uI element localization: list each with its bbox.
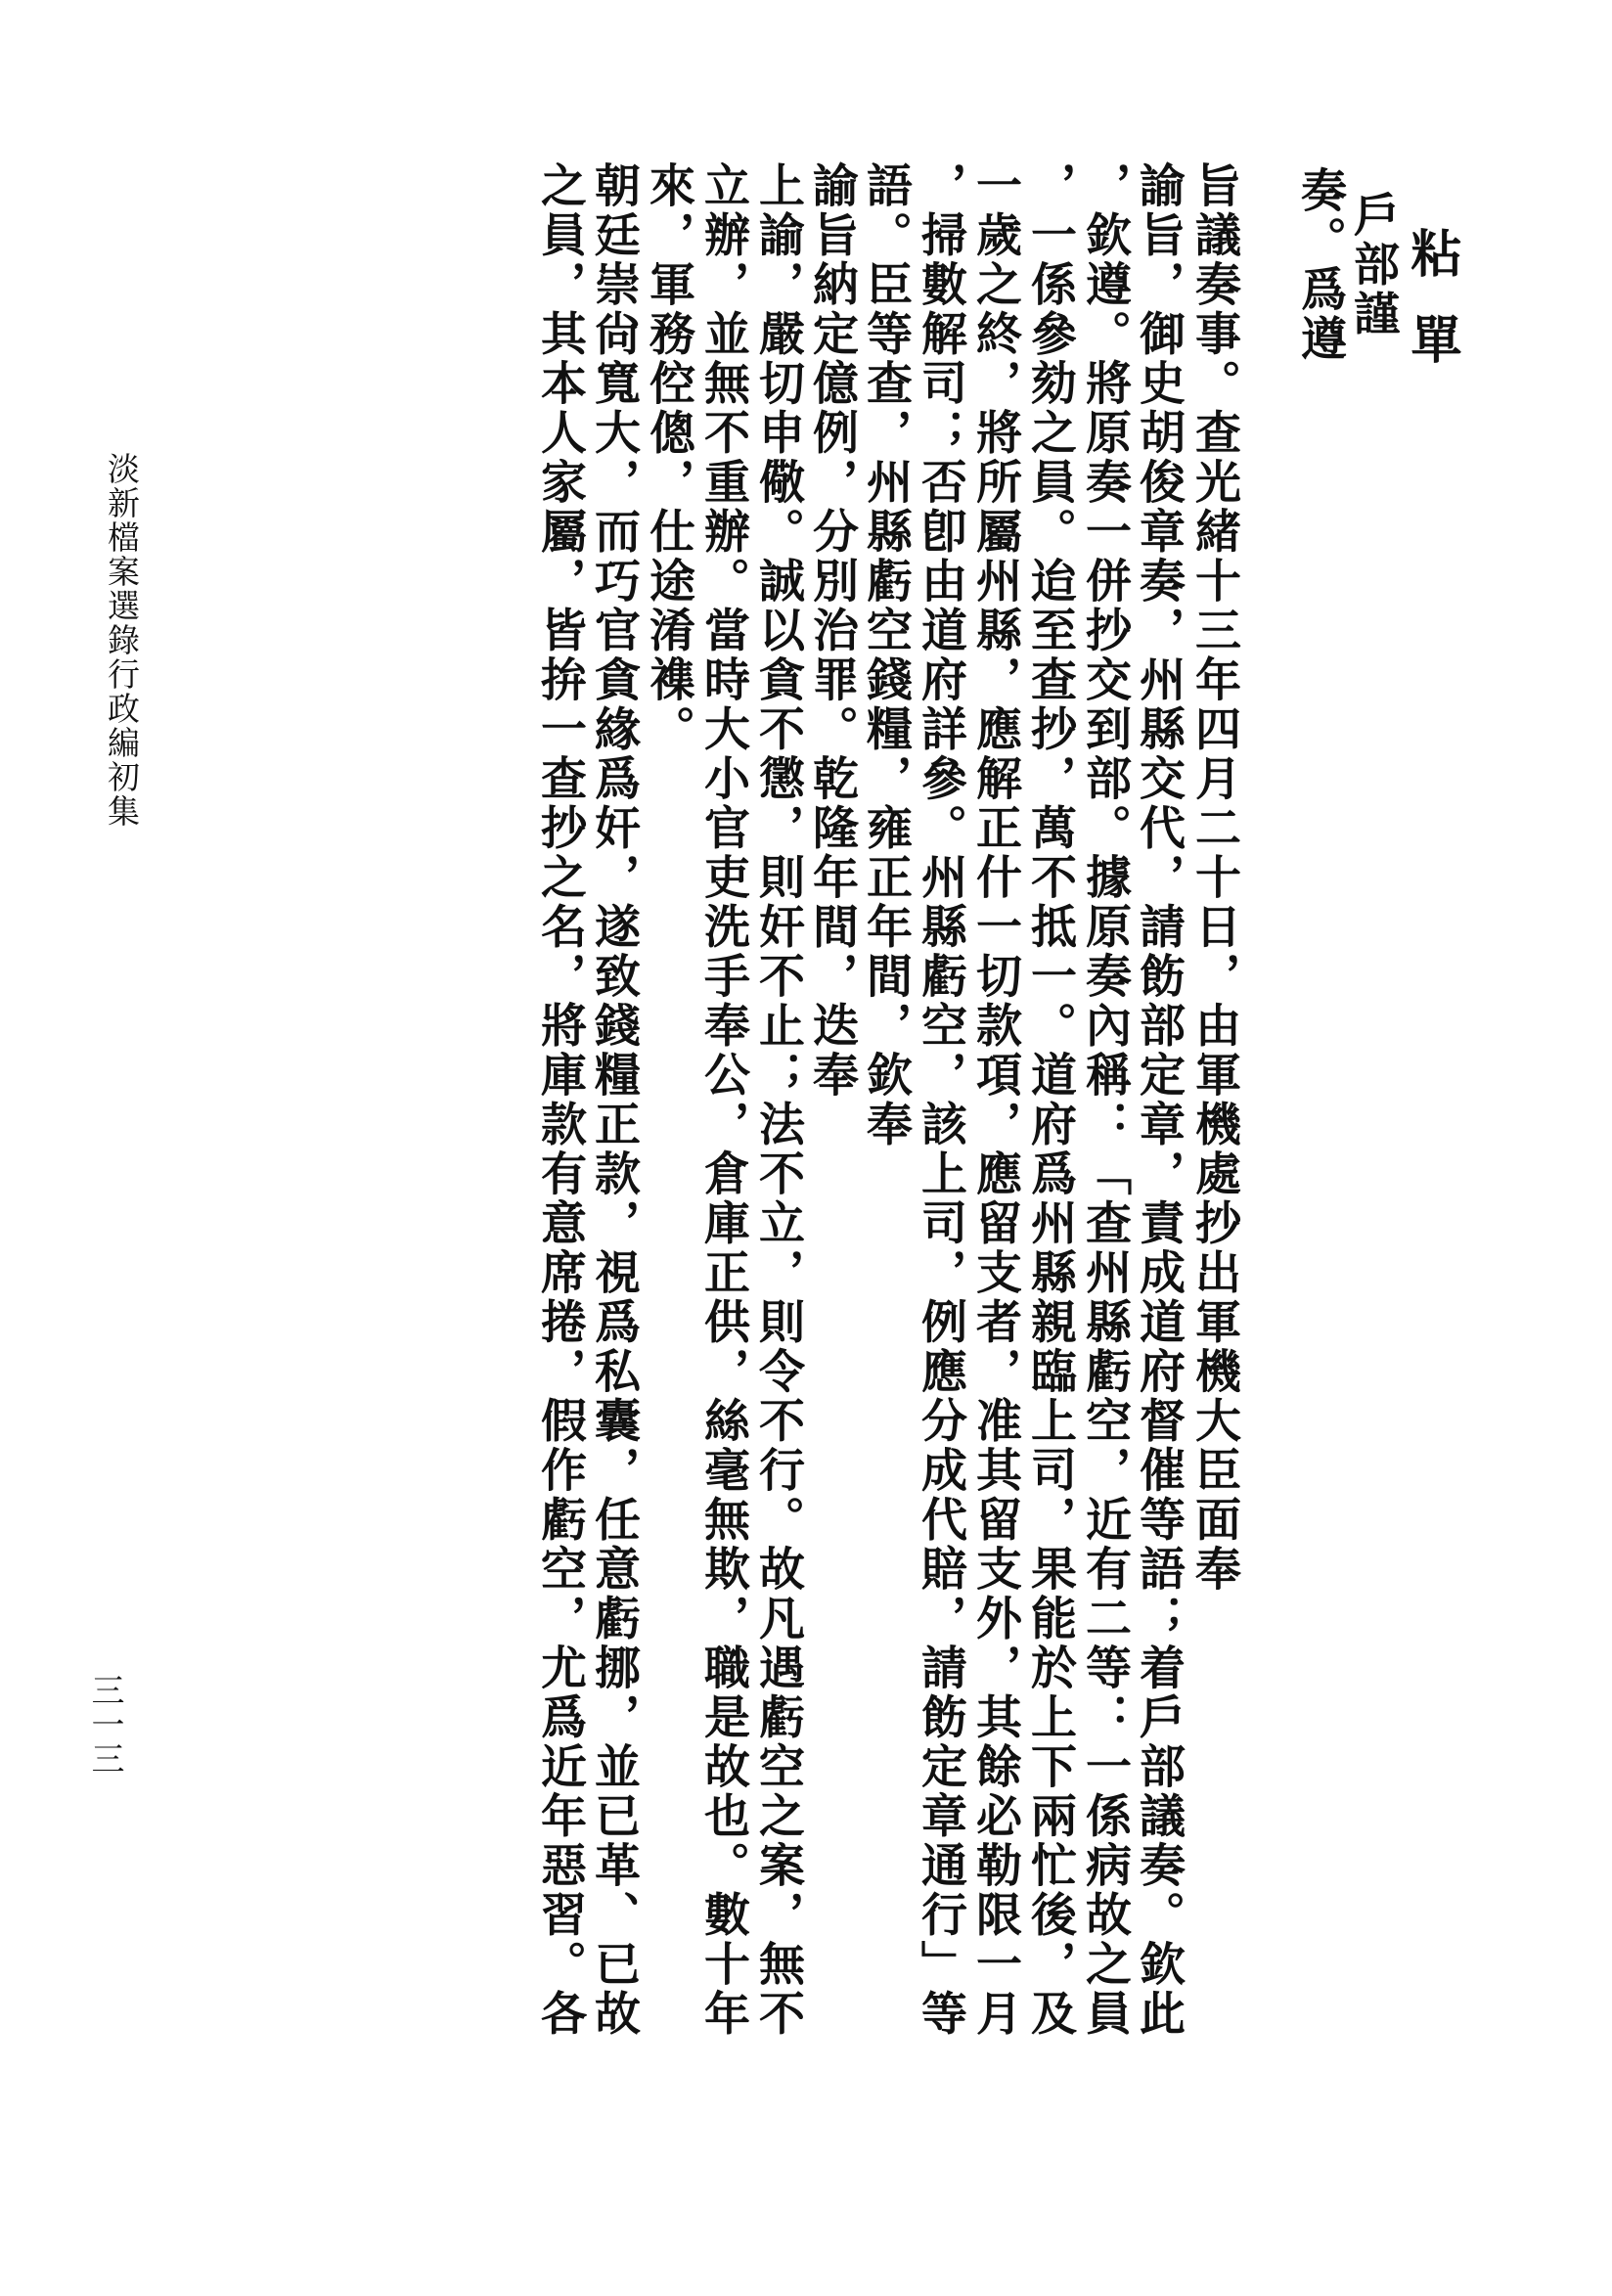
text-column-10: 諭旨納定億例，分別治罪。乾隆年間，迭奉: [805, 161, 859, 1101]
page-title: 粘單: [1402, 227, 1461, 399]
text-column-15: 之員，其本人家屬，皆拚一查抄之名，將庫款有意席捲，假作虧空，尤爲近年惡習。各: [533, 161, 587, 2039]
text-column-8: ，掃數解司；否卽由道府詳參。州縣虧空，該上司，例應分成代賠，請飭定章通行」等: [914, 161, 967, 2039]
text-column-5: ，欽遵。將原奏一併抄交到部。據原奏內稱：「查州縣虧空，近有二等：一係病故之員: [1078, 161, 1132, 2039]
page-number: 三一三: [85, 1673, 124, 1776]
text-column-14: 朝廷崇尙寬大，而巧官貪緣爲奸，遂致錢糧正款，視爲私囊，任意虧挪，並已革、已故: [587, 161, 641, 2039]
text-column-12: 立辦，並無不重辦。當時大小官吏洗手奉公，倉庫正供，絲毫無欺，職是故也。數十年: [696, 161, 750, 2039]
text-column-13: 來，軍務倥傯，仕途淆襍。: [642, 161, 695, 754]
text-column-6: ，一係參劾之員。迨至查抄，萬不抵一。道府爲州縣親臨上司，果能於上下兩忙後，及: [1023, 161, 1077, 2039]
text-column-11: 上諭，嚴切申儆。誠以貪不懲，則奸不止；法不立，則令不行。故凡遇虧空之案，無不: [751, 161, 805, 2039]
text-column-2: 奏。爲遵: [1293, 166, 1347, 364]
text-column-4: 諭旨，御史胡俊章奏，州縣交代，請飭部定章，責成道府督催等語；着戶部議奏。欽此: [1132, 161, 1186, 2039]
text-column-7: 一歲之終，將所屬州縣，應解正什一切款項，應留支者，准其留支外，其餘必勒限一月: [968, 161, 1022, 2039]
text-column-9: 語。臣等查，州縣虧空錢糧，雍正年間，欽奉: [859, 161, 913, 1149]
text-column-3: 旨議奏事。查光緒十三年四月二十日，由軍機處抄出軍機大臣面奉: [1187, 161, 1241, 1595]
text-column-1: 戶部謹: [1346, 191, 1400, 339]
book-title-footer: 淡新檔案選錄行政編初集: [103, 452, 141, 829]
